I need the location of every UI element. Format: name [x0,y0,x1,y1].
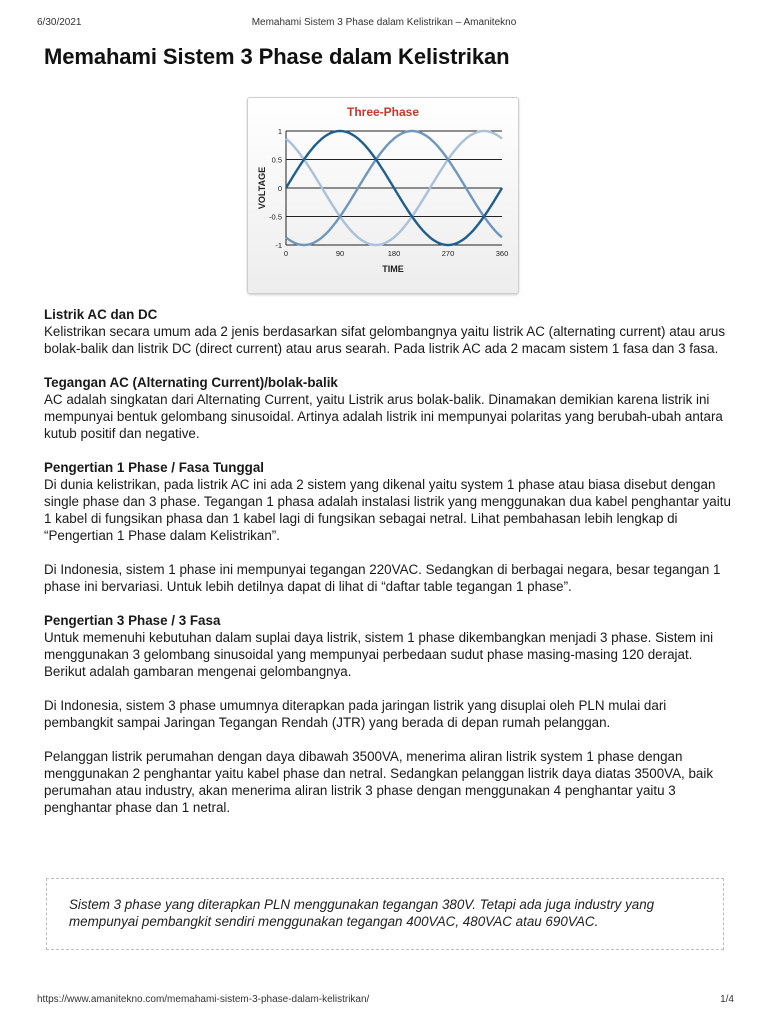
x-tick-label: 360 [495,249,509,258]
paragraph: Kelistrikan secara umum ada 2 jenis berdasarkan sifat gelombangnya yaitu listrik AC (alternating current) atau arus bolak-balik dan listrik DC (direct current) atau arus searah. Pada listrik AC ada 2 macam sistem 1 fasa dan 3 fasa. [44,324,726,356]
paragraph: AC adalah singkatan dari Alternating Current, yaitu Listrik arus bolak-balik. Dinamakan demikian karena listrik ini mempunyai bentuk gelombang sinusoidal. Artinya adalah listrik ini mempunyai polaritas yang berubah-ubah antara kutub positif dan negative. [44,392,723,441]
chart-ylabel: VOLTAGE [257,166,267,210]
page-url: https://www.amanitekno.com/memahami-sistem-3-phase-dalam-kelistrikan/ [37,994,370,1005]
paragraph: Pelanggan listrik perumahan dengan daya dibawah 3500VA, menerima aliran listrik system 1 phase dengan menggunakan 2 penghantar yaitu kabel phase dan netral. Sedangkan pelanggan listrik daya diatas 3500VA, baik perumahan atau industry, akan menerima aliran listrik 3 phase dengan menggunakan 4 penghantar yaitu 3 penghantar phase dan 1 netral. [44,749,714,815]
y-tick-label: 1 [277,127,282,136]
heading-3-phase: Pengertian 3 Phase / 3 Fasa [44,613,221,628]
x-tick-label: 180 [387,249,401,258]
heading-1-phase: Pengertian 1 Phase / Fasa Tunggal [44,460,265,475]
note-text: Sistem 3 phase yang diterapkan PLN menggunakan tegangan 380V. Tetapi ada juga industry yang mempunyai pembangkit sendiri menggunakan tegangan 400VAC, 480VAC atau 690VAC. [69,897,655,929]
y-tick-label: -0.5 [269,212,282,222]
x-tick-label: 270 [441,249,455,258]
heading-listrik-ac-dc: Listrik AC dan DC [44,307,158,322]
paragraph: Di Indonesia, sistem 3 phase umumnya diterapkan pada jaringan listrik yang disuplai oleh PLN mulai dari pembangkit sampai Jaringan Tegangan Rendah (JTR) yang berada di depan rumah pelanggan. [44,698,667,730]
paragraph: Untuk memenuhi kebutuhan dalam suplai daya listrik, sistem 1 phase dikembangkan menjadi 3 phase. Sistem ini menggunakan 3 gelombang sinusoidal yang mempunyai perbedaan sudut phase masing-masing 120 derajat. Berikut adalah gambaran mengenai gelombangnya. [44,630,714,679]
chart-svg [248,98,518,293]
print-title: Memahami Sistem 3 Phase dalam Kelistrikan – Amanitekno [251,17,517,28]
print-footer [0,994,768,1008]
chart-x-ticks [284,249,508,258]
y-tick-label: 0 [277,184,282,193]
paragraph: Di Indonesia, sistem 1 phase ini mempunyai tegangan 220VAC. Sedangkan di berbagai negara, besar tegangan 1 phase ini bervariasi. Untuk lebih detilnya dapat di lihat di “daftar table tegangan 1 phase”. [44,562,721,594]
chart-title: Three-Phase [346,105,420,119]
chart-xlabel: TIME [382,264,404,274]
page-title: Memahami Sistem 3 Phase dalam Kelistrikan [44,44,510,69]
y-tick-label: 0.5 [271,155,282,165]
page-number: 1/4 [720,994,734,1005]
article-body [44,306,734,816]
chart-y-ticks [269,127,282,250]
note-box [46,878,724,950]
three-phase-chart [247,97,519,294]
print-date: 6/30/2021 [37,17,82,28]
x-tick-label: 90 [335,249,345,258]
y-tick-label: -1 [275,241,282,250]
x-tick-label: 0 [283,249,289,258]
paragraph: Di dunia kelistrikan, pada listrik AC ini ada 2 sistem yang dikenal yaitu system 1 phase atau biasa disebut dengan single phase dan 3 phase. Tegangan 1 phasa adalah instalasi listrik yang menggunakan dua kabel penghantar yaitu 1 kabel di fungsikan phasa dan 1 kabel lagi di fungsikan sebagai netral. Lihat pembahasan lebih lengkap di “Pengertian 1 Phase dalam Kelistrikan”. [44,477,731,543]
print-header [0,17,768,31]
heading-tegangan-ac: Tegangan AC (Alternating Current)/bolak-balik [44,375,338,390]
